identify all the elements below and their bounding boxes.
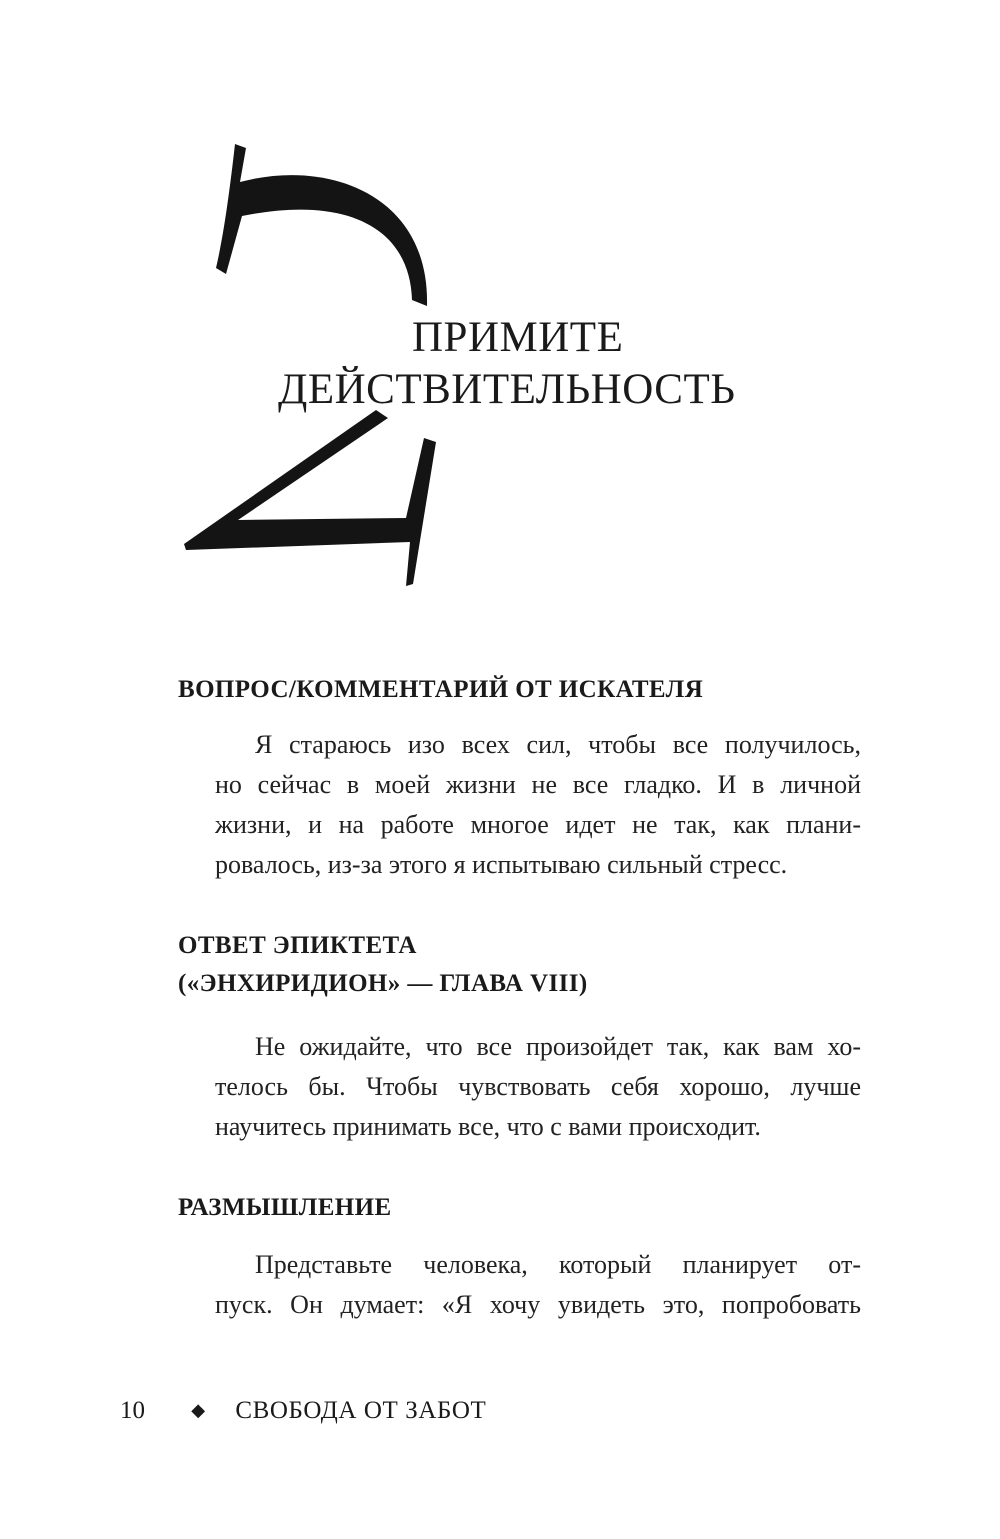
answer-line: Не ожидайте, что все произойдет так, как вам хо-: [255, 1032, 861, 1061]
answer-heading: [178, 927, 588, 1003]
chapter-title-line-2: ДЕЙСТВИТЕЛЬНОСТЬ: [278, 366, 736, 413]
reflection-line: Представьте человека, который планирует от-: [255, 1250, 861, 1279]
reflection-line: пуск. Он думает: «Я хочу увидеть это, попробовать: [215, 1290, 861, 1319]
numeral-lower-stroke: [184, 410, 436, 586]
chapter-title-line-1: ПРИМИТЕ: [412, 314, 624, 361]
question-line: ровалось, из-за этого я испытываю сильный стресс.: [215, 850, 788, 879]
answer-heading-line-1: ОТВЕТ ЭПИКТЕТА: [178, 932, 417, 959]
question-line: Я стараюсь изо всех сил, чтобы все получилось,: [255, 730, 861, 759]
numeral-upper-stroke: [216, 144, 427, 306]
answer-line: научитесь принимать все, что с вами происходит.: [215, 1112, 761, 1141]
question-heading: ВОПРОС/КОММЕНТАРИЙ ОТ ИСКАТЕЛЯ: [178, 676, 704, 703]
question-line: жизни, и на работе многое идет не так, как плани-: [215, 810, 861, 839]
answer-heading-line-2: («ЭНХИРИДИОН» — ГЛАВА VIII): [178, 970, 588, 997]
diamond-icon: ◆: [191, 1400, 206, 1420]
answer-paragraph: [215, 1027, 861, 1147]
reflection-paragraph: [215, 1245, 861, 1325]
running-title: СВОБОДА ОТ ЗАБОТ: [235, 1397, 487, 1424]
question-paragraph: [215, 725, 861, 885]
page-footer: [120, 1393, 486, 1428]
answer-line: телось бы. Чтобы чувствовать себя хорошо, лучше: [215, 1072, 861, 1101]
chapter-title: [278, 312, 735, 416]
reflection-heading: РАЗМЫШЛЕНИЕ: [178, 1194, 392, 1221]
question-line: но сейчас в моей жизни не все гладко. И в личной: [215, 770, 861, 799]
page-number: 10: [120, 1397, 145, 1424]
